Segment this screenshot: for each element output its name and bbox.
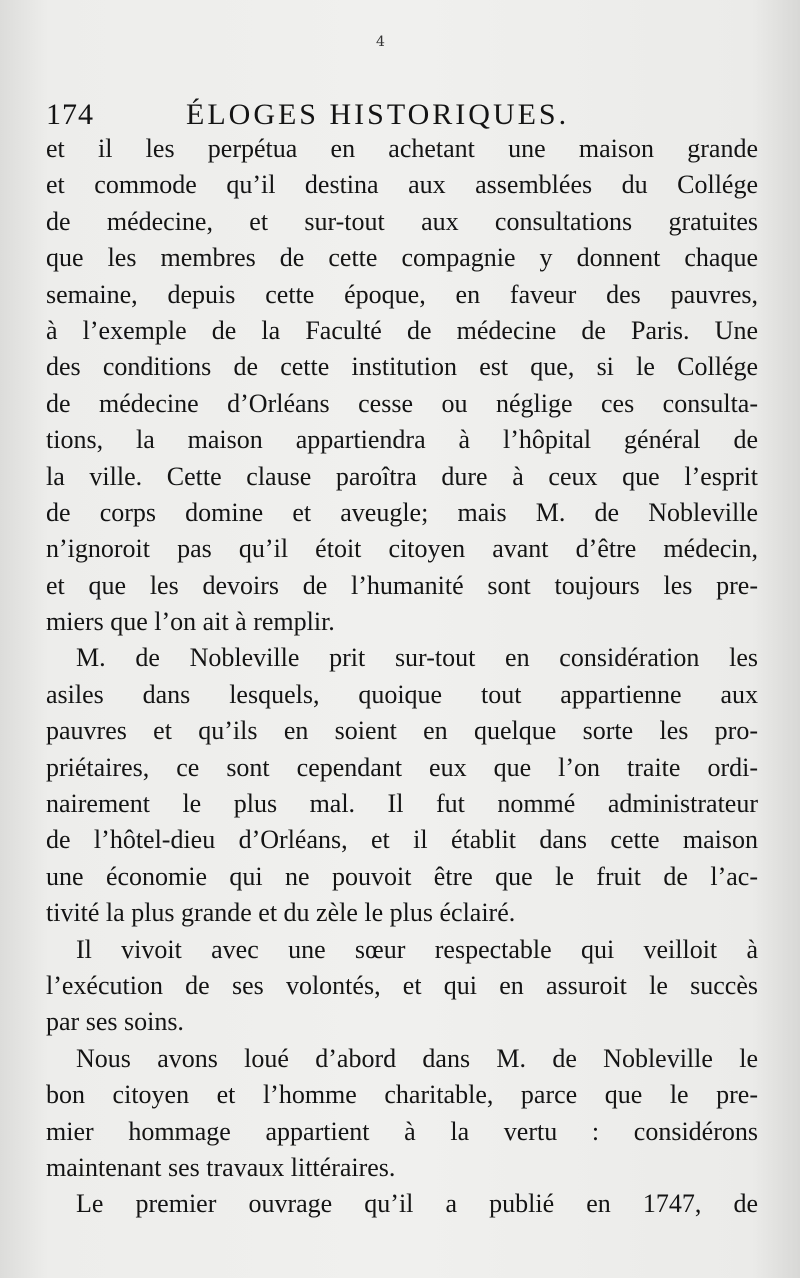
text-line: de médecine, et sur-tout aux consultations gratuites: [46, 206, 758, 236]
text-line: par ses soins.: [46, 1007, 184, 1037]
text-line: que les membres de cette compagnie y donnent chaque: [46, 243, 758, 273]
text-line: la ville. Cette clause paroîtra dure à ceux que l’esprit: [46, 461, 758, 491]
text-line: tions, la maison appartiendra à l’hôpital général de: [46, 425, 758, 455]
text-line: miers que l’on ait à remplir.: [46, 607, 335, 637]
text-line: M. de Nobleville prit sur-tout en considération les: [76, 643, 758, 673]
text-line: priétaires, ce sont cependant eux que l’on traite ordi-: [46, 752, 758, 782]
text-line: n’ignoroit pas qu’il étoit citoyen avant d’être médecin,: [46, 534, 758, 564]
text-line: et que les devoirs de l’humanité sont toujours les pre-: [46, 570, 758, 600]
text-line: nairement le plus mal. Il fut nommé administrateur: [46, 789, 758, 819]
running-title: ÉLOGES HISTORIQUES.: [186, 98, 570, 131]
text-line: mier hommage appartient à la vertu : considérons: [46, 1116, 758, 1146]
text-line: semaine, depuis cette époque, en faveur des pauvres,: [46, 279, 758, 309]
text-line: à l’exemple de la Faculté de médecine de Paris. Une: [46, 315, 758, 345]
text-line: et commode qu’il destina aux assemblées du Collége: [46, 170, 758, 200]
page-number: 174: [46, 98, 94, 131]
text-line: asiles dans lesquels, quoique tout appartienne aux: [46, 679, 758, 709]
text-line: de l’hôtel-dieu d’Orléans, et il établit dans cette maison: [46, 825, 758, 855]
text-line: maintenant ses travaux littéraires.: [46, 1152, 396, 1182]
top-mark: 4: [376, 34, 385, 50]
text-line: l’exécution de ses volontés, et qui en assuroit le succès: [46, 970, 758, 1000]
text-line: Nous avons loué d’abord dans M. de Nobleville le: [76, 1043, 758, 1073]
body-text: [46, 131, 758, 1223]
text-line: une économie qui ne pouvoit être que le fruit de l’ac-: [46, 861, 758, 891]
text-line: des conditions de cette institution est que, si le Collége: [46, 352, 758, 382]
text-line: bon citoyen et l’homme charitable, parce que le pre-: [46, 1080, 758, 1110]
text-line: pauvres et qu’ils en soient en quelque sorte les pro-: [46, 716, 758, 746]
text-line: Il vivoit avec une sœur respectable qui veilloit à: [76, 934, 758, 964]
text-line: Le premier ouvrage qu’il a publié en 1747, de: [76, 1189, 758, 1219]
text-line: et il les perpétua en achetant une maison grande: [46, 134, 758, 163]
text-line: tivité la plus grande et du zèle le plus éclairé.: [46, 898, 516, 928]
text-line: de médecine d’Orléans cesse ou néglige ces consulta-: [46, 388, 758, 418]
text-line: de corps domine et aveugle; mais M. de Nobleville: [46, 497, 758, 527]
page-header: [46, 96, 756, 136]
